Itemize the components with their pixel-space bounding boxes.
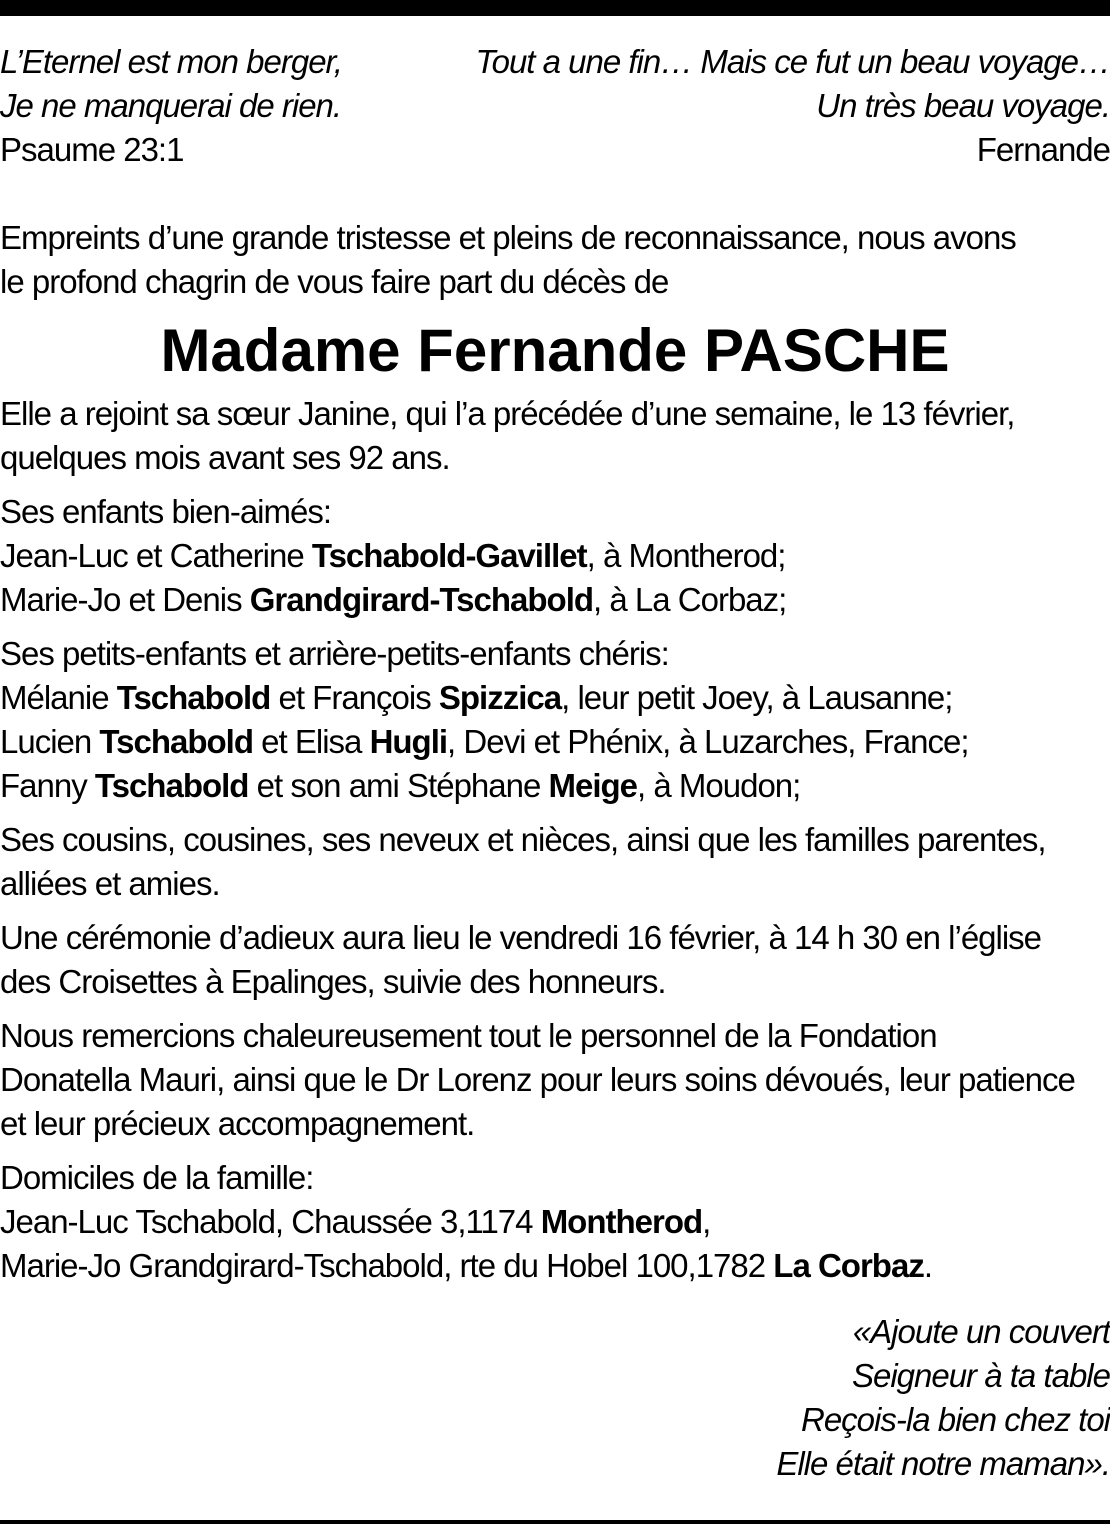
grandchild-text: Mélanie — [0, 679, 117, 716]
relatives-paragraph — [0, 818, 1110, 906]
fernande-line-2: Un très beau voyage. — [816, 87, 1110, 124]
poem-line-3: Reçois-la bien chez toi — [801, 1401, 1110, 1438]
relatives-line-2: alliées et amies. — [0, 865, 220, 902]
grandchild-surname: Tschabold — [94, 767, 249, 804]
grandchild-text: , à Moudon; — [637, 767, 801, 804]
grandchild-text: , Devi et Phénix, à Luzarches, France; — [447, 723, 969, 760]
domicile-entry — [0, 1200, 1110, 1244]
fernande-quote — [475, 40, 1110, 172]
grandchild-text: , leur petit Joey, à Lausanne; — [561, 679, 953, 716]
deceased-name: Madame Fernande PASCHE — [160, 317, 950, 384]
grandchild-text: et Elisa — [253, 723, 370, 760]
sister-line-1: Elle a rejoint sa sœur Janine, qui l’a précédée d’une semaine, le 13 février, — [0, 395, 1015, 432]
children-heading: Ses enfants bien-aimés: — [0, 493, 332, 530]
child-entry — [0, 578, 1110, 622]
grandchild-surname: Tschabold — [116, 679, 271, 716]
ceremony-line-1: Une cérémonie d’adieux aura lieu le vendredi 16 février, à 14 h 30 en l’église — [0, 919, 1042, 956]
fernande-line-1: Tout a une fin… Mais ce fut un beau voyage… — [475, 43, 1110, 80]
intro-line-2: le profond chagrin de vous faire part du décès de — [0, 263, 669, 300]
poem-line-4: Elle était notre maman». — [776, 1445, 1110, 1482]
closing-poem — [0, 1310, 1110, 1486]
grandchild-surname: Tschabold — [99, 723, 253, 760]
domicile-town: La Corbaz — [773, 1247, 924, 1284]
ceremony-line-2: des Croisettes à Epalinges, suivie des honneurs. — [0, 963, 666, 1000]
sister-paragraph — [0, 392, 1110, 480]
grandchild-text: Lucien — [0, 723, 100, 760]
grandchild-entry — [0, 720, 1110, 764]
relatives-line-1: Ses cousins, cousines, ses neveux et nièces, ainsi que les familles parentes, — [0, 821, 1046, 858]
child-surname: Tschabold-Gavillet — [311, 537, 587, 574]
thanks-line-3: et leur précieux accompagnement. — [0, 1105, 475, 1142]
thanks-line-1: Nous remercions chaleureusement tout le personnel de la Fondation — [0, 1017, 937, 1054]
domiciles-section — [0, 1156, 1110, 1288]
child-place: , à La Corbaz; — [593, 581, 787, 618]
obituary-notice — [0, 40, 1110, 1486]
grandchild-text: Fanny — [0, 767, 95, 804]
poem-line-1: «Ajoute un couvert — [852, 1313, 1110, 1350]
psalm-source: Psaume 23:1 — [0, 131, 184, 168]
child-entry — [0, 534, 1110, 578]
domicile-address: Jean-Luc Tschabold, Chaussée 3,1174 — [0, 1203, 541, 1240]
intro-paragraph — [0, 216, 1110, 304]
top-rule — [0, 0, 1110, 16]
intro-line-1: Empreints d’une grande tristesse et pleins de reconnaissance, nous avons — [0, 219, 1016, 256]
child-place: , à Montherod; — [586, 537, 786, 574]
domicile-punct: . — [923, 1247, 932, 1284]
poem-line-2: Seigneur à ta table — [851, 1357, 1110, 1394]
grandchildren-section — [0, 632, 1110, 808]
thanks-paragraph — [0, 1014, 1110, 1146]
domiciles-heading: Domiciles de la famille: — [0, 1159, 314, 1196]
domicile-address: Marie-Jo Grandgirard-Tschabold, rte du Hobel 100,1782 — [0, 1247, 774, 1284]
psalm-quote — [0, 40, 342, 172]
child-first-names: Marie-Jo et Denis — [0, 581, 250, 618]
partner-surname: Spizzica — [438, 679, 562, 716]
sister-line-2: quelques mois avant ses 92 ans. — [0, 439, 450, 476]
psalm-line-2: Je ne manquerai de rien. — [0, 87, 342, 124]
thanks-line-2: Donatella Mauri, ainsi que le Dr Lorenz pour leurs soins dévoués, leur patience — [0, 1061, 1075, 1098]
domicile-town: Montherod — [540, 1203, 703, 1240]
fernande-source: Fernande — [976, 131, 1110, 168]
partner-surname: Hugli — [369, 723, 448, 760]
grandchildren-heading: Ses petits-enfants et arrière-petits-enfants chéris: — [0, 635, 669, 672]
grandchild-text: et François — [270, 679, 439, 716]
grandchild-text: et son ami Stéphane — [248, 767, 549, 804]
partner-surname: Meige — [548, 767, 638, 804]
ceremony-paragraph — [0, 916, 1110, 1004]
domicile-entry — [0, 1244, 1110, 1288]
grandchild-entry — [0, 676, 1110, 720]
psalm-line-1: L’Eternel est mon berger, — [0, 43, 342, 80]
bottom-rule — [0, 1520, 1110, 1524]
children-section — [0, 490, 1110, 622]
epigraphs — [0, 40, 1110, 172]
child-first-names: Jean-Luc et Catherine — [0, 537, 312, 574]
grandchild-entry — [0, 764, 1110, 808]
domicile-punct: , — [702, 1203, 711, 1240]
child-surname: Grandgirard-Tschabold — [249, 581, 594, 618]
